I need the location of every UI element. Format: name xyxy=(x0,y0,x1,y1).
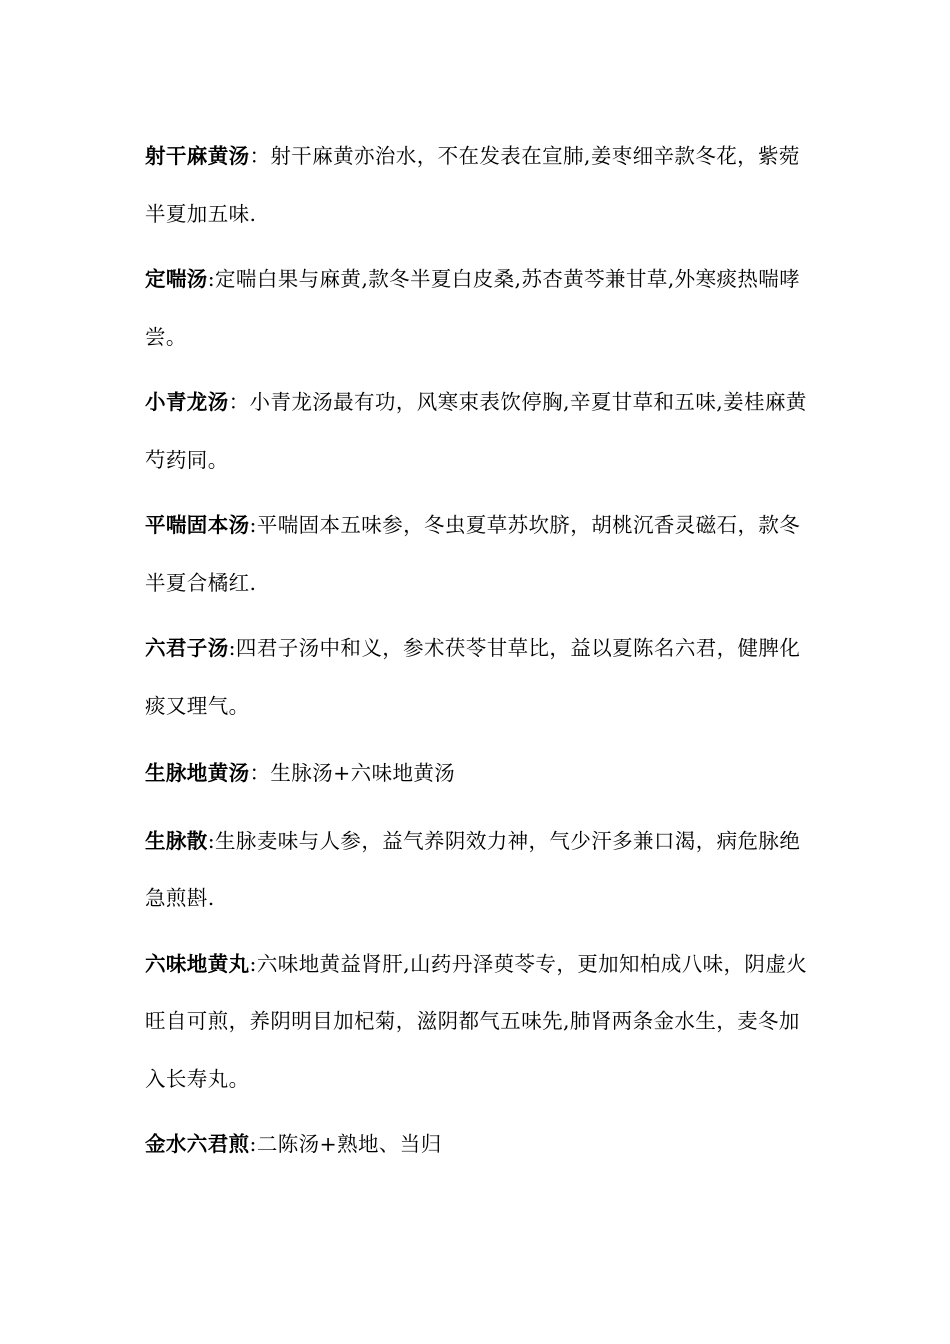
separator: ： xyxy=(249,761,271,785)
formula-entry xyxy=(145,374,810,489)
formula-verse: 六味地黄益肾肝,山药丹泽萸苓专，更加知柏成八味，阴虚火旺自可煎，养阴明目加杞菊，滋阴都气五味先,肺肾两条金水生，麦冬加入长寿丸。 xyxy=(145,951,808,1091)
formula-verse: 四君子汤中和义，参术茯苓甘草比，益以夏陈名六君，健脾化痰又理气。 xyxy=(145,636,801,718)
separator: : xyxy=(207,828,216,853)
formula-entry xyxy=(145,936,810,1109)
formula-entry xyxy=(145,497,810,612)
separator: : xyxy=(249,513,257,537)
formula-entry xyxy=(145,1116,810,1174)
formula-name: 六君子汤 xyxy=(145,636,229,660)
formula-entry xyxy=(145,251,810,366)
formula-name: 六味地黄丸 xyxy=(145,951,250,976)
formula-name: 金水六君煎 xyxy=(145,1132,250,1156)
separator: ： xyxy=(249,144,271,168)
formula-verse: 二陈汤+熟地、当归 xyxy=(256,1132,442,1156)
separator: ： xyxy=(228,390,250,414)
formula-entry xyxy=(145,745,810,803)
formula-entry xyxy=(145,128,810,243)
formula-verse: 定喘白果与麻黄,款冬半夏白皮桑,苏杏黄芩兼甘草,外寒痰热喘哮尝。 xyxy=(145,267,801,349)
formula-verse: 生脉麦味与人参，益气养阴效力神，气少汗多兼口渴，病危脉绝急煎斟. xyxy=(145,828,801,910)
separator: : xyxy=(249,1132,257,1156)
separator: : xyxy=(249,951,257,976)
separator: : xyxy=(228,636,236,660)
formula-name: 生脉地黄汤 xyxy=(145,761,250,785)
formula-name: 射干麻黄汤 xyxy=(145,144,250,168)
formula-name: 小青龙汤 xyxy=(145,390,229,414)
document-page xyxy=(145,128,810,1182)
formula-verse: 小青龙汤最有功，风寒束表饮停胸,辛夏甘草和五味,姜桂麻黄芍药同。 xyxy=(145,390,807,472)
formula-name: 生脉散 xyxy=(145,828,208,853)
formula-verse: 平喘固本五味参，冬虫夏草苏坎脐，胡桃沉香灵磁石，款冬半夏合橘红. xyxy=(145,513,801,595)
formula-name: 定喘汤 xyxy=(145,267,208,291)
formula-name: 平喘固本汤 xyxy=(145,513,250,537)
separator: : xyxy=(207,267,216,291)
formula-verse: 射干麻黄亦治水，不在发表在宣肺,姜枣细辛款冬花，紫菀半夏加五味. xyxy=(145,144,800,226)
formula-verse: 生脉汤+六味地黄汤 xyxy=(270,761,456,785)
formula-entry xyxy=(145,620,810,735)
formula-entry xyxy=(145,813,810,928)
